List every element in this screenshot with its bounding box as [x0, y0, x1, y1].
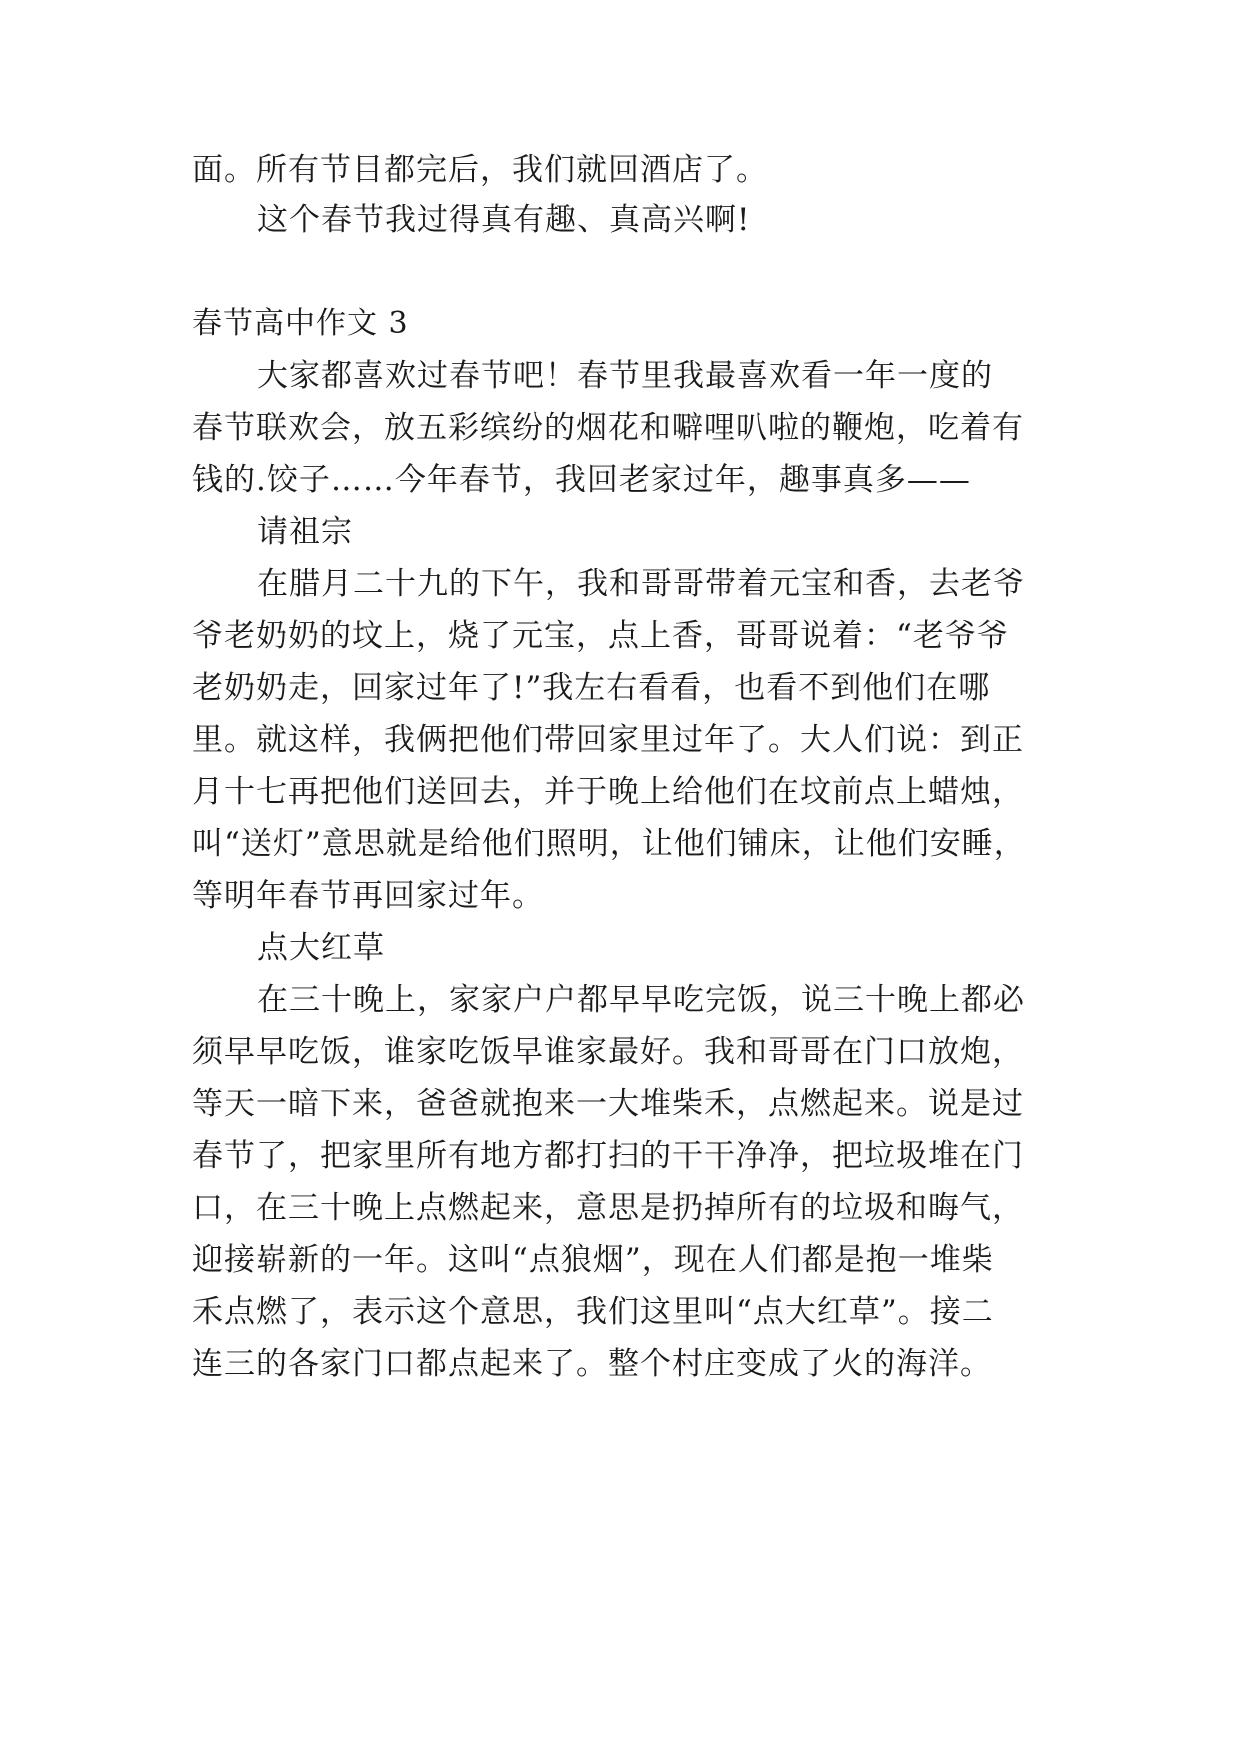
- paragraph-line: 在腊月二十九的下午，我和哥哥带着元宝和香，去老爷: [257, 566, 1025, 602]
- paragraph-line: 爷老奶奶的坟上，烧了元宝，点上香，哥哥说着：“老爷爷: [192, 618, 1009, 654]
- paragraph-line: 里。就这样，我俩把他们带回家里过年了。大人们说：到正: [192, 722, 1024, 758]
- paragraph-line: 老奶奶走，回家过年了!”我左右看看，也看不到他们在哪: [192, 670, 991, 706]
- subheading: 点大红草: [257, 930, 385, 966]
- paragraph-line: 禾点燃了，表示这个意思，我们这里叫“点大红草”。接二: [192, 1294, 994, 1330]
- paragraph-line: 春节了，把家里所有地方都打扫的干干净净，把垃圾堆在门: [192, 1138, 1024, 1174]
- paragraph-line: 须早早吃饭，谁家吃饭早谁家最好。我和哥哥在门口放炮，: [192, 1034, 1024, 1070]
- paragraph-line: 钱的.饺子……今年春节，我回老家过年，趣事真多——: [192, 462, 971, 498]
- section-title: 春节高中作文 3: [192, 306, 409, 341]
- paragraph-line: 迎接崭新的一年。这叫“点狼烟”，现在人们都是抱一堆柴: [192, 1242, 994, 1278]
- paragraph-line: 在三十晚上，家家户户都早早吃完饭，说三十晚上都必: [257, 982, 1025, 1018]
- paragraph-line: 春节联欢会，放五彩缤纷的烟花和噼哩叭啦的鞭炮，吃着有: [192, 410, 1024, 446]
- subheading: 请祖宗: [257, 514, 353, 550]
- paragraph-line: 大家都喜欢过春节吧！春节里我最喜欢看一年一度的: [257, 358, 993, 394]
- paragraph-line: 等天一暗下来，爸爸就抱来一大堆柴禾，点燃起来。说是过: [192, 1086, 1024, 1122]
- paragraph-line: 叫“送灯”意思就是给他们照明，让他们铺床，让他们安睡，: [192, 826, 1026, 862]
- paragraph-line: 口，在三十晚上点燃起来，意思是扔掉所有的垃圾和晦气，: [192, 1190, 1024, 1226]
- paragraph-line: 等明年春节再回家过年。: [192, 878, 544, 914]
- paragraph-line: 这个春节我过得真有趣、真高兴啊!: [257, 202, 751, 238]
- paragraph-line: 月十七再把他们送回去，并于晚上给他们在坟前点上蜡烛，: [192, 774, 1024, 810]
- paragraph-line: 连三的各家门口都点起来了。整个村庄变成了火的海洋。: [192, 1346, 992, 1382]
- paragraph-line: 面。所有节目都完后，我们就回酒店了。: [192, 152, 768, 188]
